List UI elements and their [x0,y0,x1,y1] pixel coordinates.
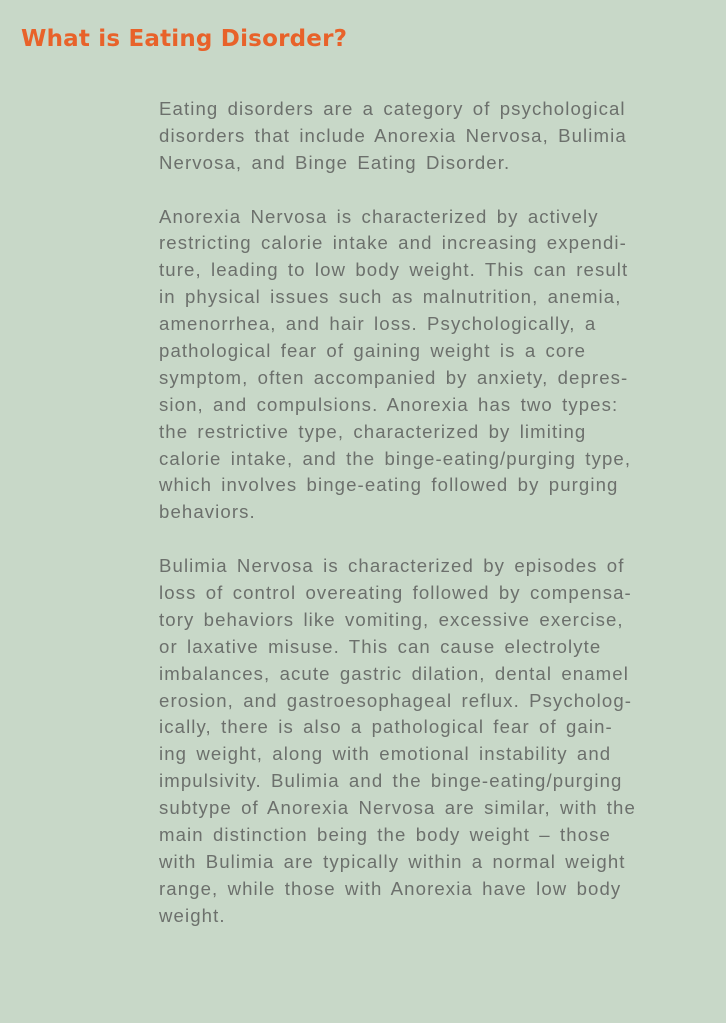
text-line: in physical issues such as malnutrition, anemia, [159,286,622,308]
text-line: imbalances, acute gastric dilation, dental enamel [159,662,629,684]
text-line: ing weight, along with emotional instability and [159,743,612,765]
text-line: Bulimia Nervosa is characterized by episodes of [159,555,625,577]
text-line: Nervosa, and Binge Eating Disorder. [159,151,511,173]
text-line: subtype of Anorexia Nervosa are similar, with the [159,797,636,819]
text-line: behaviors. [159,501,256,523]
text-line: ture, leading to low body weight. This can result [159,259,629,281]
page-title: What is Eating Disorder? [21,26,348,52]
text-line: the restrictive type, characterized by limiting [159,420,587,442]
text-line: amenorrhea, and hair loss. Psychologically, a [159,313,597,335]
text-line: erosion, and gastroesophageal reflux. Psycholog- [159,689,633,711]
text-line: pathological fear of gaining weight is a core [159,340,587,362]
text-line: Anorexia Nervosa is characterized by actively [159,205,599,227]
text-line: restricting calorie intake and increasing expendi- [159,232,627,254]
text-line: loss of control overeating followed by compensa- [159,582,632,604]
text-line: which involves binge-eating followed by purging [159,474,619,496]
text-line: range, while those with Anorexia have low body [159,877,622,899]
paragraph-bulimia [159,553,719,929]
paragraph-intro [159,96,719,177]
text-line: or laxative misuse. This can cause electrolyte [159,635,602,657]
text-line: ically, there is also a pathological fear of gain- [159,716,613,738]
text-line: calorie intake, and the binge-eating/purging type, [159,447,632,469]
text-line: tory behaviors like vomiting, excessive exercise, [159,608,624,630]
text-line: disorders that include Anorexia Nervosa, Bulimia [159,124,627,146]
text-line: symptom, often accompanied by anxiety, depres- [159,366,629,388]
text-line: with Bulimia are typically within a normal weight [159,850,626,872]
paragraph-anorexia [159,204,719,527]
text-line: weight. [159,904,226,926]
text-line: Eating disorders are a category of psychological [159,98,626,119]
text-line: impulsivity. Bulimia and the binge-eating/purging [159,770,623,792]
text-line: sion, and compulsions. Anorexia has two types: [159,393,619,415]
text-line: main distinction being the body weight – those [159,824,611,846]
article-body [159,96,719,957]
